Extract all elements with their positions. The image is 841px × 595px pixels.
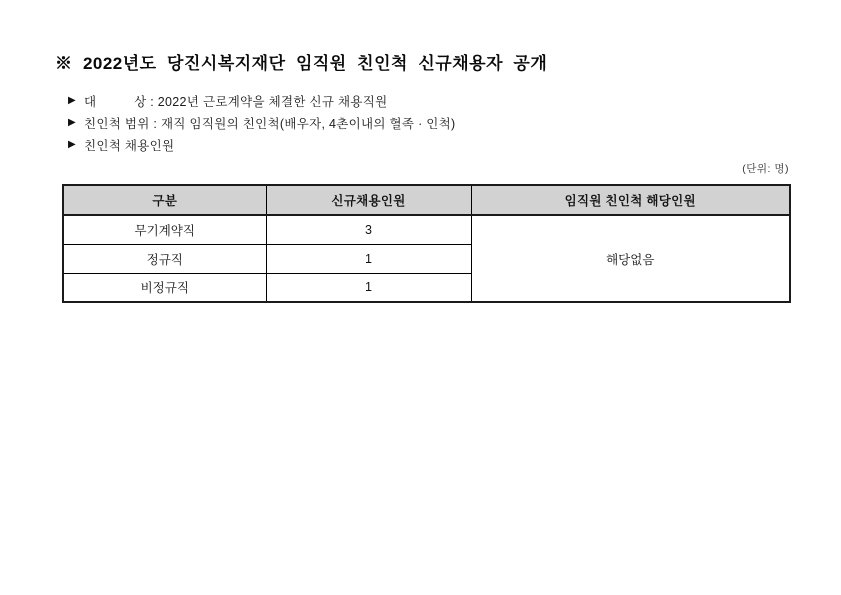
cell-relatives-merged: 해당없음 bbox=[471, 215, 790, 302]
bullet-text: 친인척 채용인원 bbox=[84, 139, 175, 153]
column-header-relatives: 임직원 친인척 해당인원 bbox=[471, 185, 790, 215]
cell-new-hires: 3 bbox=[266, 215, 471, 244]
bullet-list bbox=[68, 90, 456, 156]
table-row bbox=[63, 215, 790, 244]
page-title: ※ 2022년도 당진시복지재단 임직원 친인척 신규채용자 공개 bbox=[55, 54, 548, 73]
bullet-text: 대 상 : 2022년 근로계약을 체결한 신규 채용직원 bbox=[84, 95, 388, 109]
cell-new-hires: 1 bbox=[266, 273, 471, 302]
triangle-bullet-icon: ▶ bbox=[68, 95, 76, 106]
cell-category: 정규직 bbox=[63, 244, 266, 273]
unit-note: (단위: 명) bbox=[742, 163, 789, 175]
bullet-item-target bbox=[68, 90, 456, 112]
cell-new-hires: 1 bbox=[266, 244, 471, 273]
column-header-category: 구분 bbox=[63, 185, 266, 215]
bullet-text: 친인척 범위 : 재직 임직원의 친인척(배우자, 4촌이내의 혈족 · 인척) bbox=[84, 117, 456, 131]
hiring-table bbox=[62, 184, 791, 303]
column-header-new-hires: 신규채용인원 bbox=[266, 185, 471, 215]
table-header-row bbox=[63, 185, 790, 215]
triangle-bullet-icon: ▶ bbox=[68, 139, 76, 150]
bullet-item-scope bbox=[68, 112, 456, 134]
cell-category: 무기계약직 bbox=[63, 215, 266, 244]
bullet-item-hires bbox=[68, 134, 456, 156]
triangle-bullet-icon: ▶ bbox=[68, 117, 76, 128]
cell-category: 비정규직 bbox=[63, 273, 266, 302]
